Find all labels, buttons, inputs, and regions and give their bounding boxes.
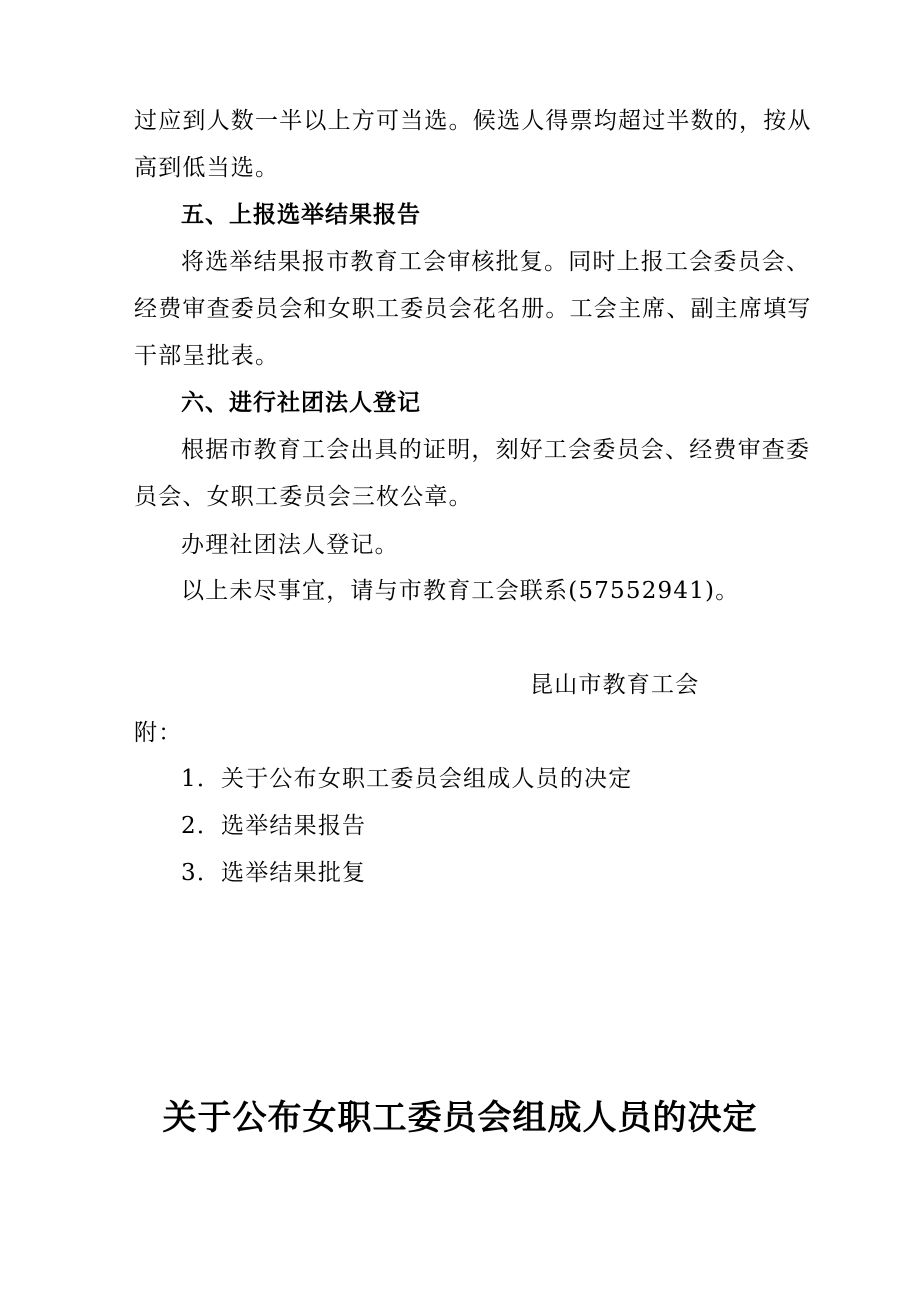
paragraph-line: 过应到人数一半以上方可当选。候选人得票均超过半数的，按从 [134,108,812,134]
paragraph-line: 根据市教育工会出具的证明，刻好工会委员会、经费审查委 [181,437,811,463]
paragraph-line: 办理社团法人登记。 [181,532,399,558]
paragraph-line: 高到低当选。 [134,155,280,181]
section-heading-6: 六、进行社团法人登记 [181,390,421,416]
section-heading-5: 五、上报选举结果报告 [181,202,421,228]
paragraph-line: 将选举结果报市教育工会审核批复。同时上报工会委员会、 [181,249,811,275]
paragraph-line: 员会、女职工委员会三枚公章。 [134,484,473,510]
paragraph-line: 干部呈批表。 [134,343,280,369]
attachments-label: 附： [134,720,183,746]
attachment-item: 2．选举结果报告 [181,813,367,839]
paragraph-line: 经费审查委员会和女职工委员会花名册。工会主席、副主席填写 [134,296,812,322]
document-title: 关于公布女职工委员会组成人员的决定 [162,1098,758,1138]
attachment-item: 1．关于公布女职工委员会组成人员的决定 [181,766,633,792]
attachment-item: 3．选举结果批复 [181,860,367,886]
signature-organization: 昆山市教育工会 [530,672,700,698]
paragraph-line: 以上未尽事宜，请与市教育工会联系(57552941)。 [181,578,740,604]
